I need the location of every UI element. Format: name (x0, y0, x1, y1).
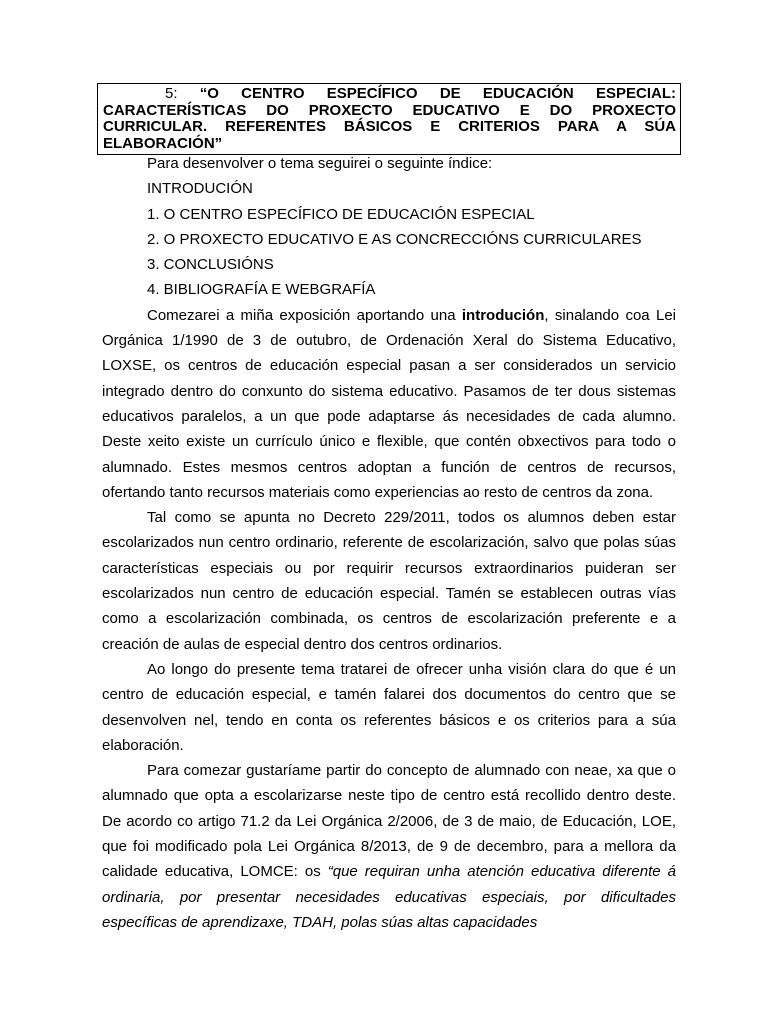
index-item: 4. BIBLIOGRAFÍA E WEBGRAFÍA (147, 281, 376, 299)
index-item: 1. O CENTRO ESPECÍFICO DE EDUCACIÓN ESPECIAL (147, 205, 535, 223)
bold-term: introdución (461, 306, 545, 324)
italic-quote: “que requiran unha atención educativa diferente á ordinaria, por presentar necesidades educativas especiais, por dificultades específicas de aprendizaxe, TDAH, polas súas altas capacidades (102, 863, 676, 931)
paragraph-neae (102, 758, 676, 935)
index-item: INTRODUCIÓN (147, 180, 253, 198)
paragraph-overview: Ao longo do presente tema tratarei de ofrecer unha visión clara do que é un centro de educación especial, e tamén falarei dos documentos do centro que se desenvolven nel, tendo en conta os referentes básicos e os criterios para a súa elaboración. (102, 660, 676, 754)
paragraph-text: Para comezar gustaríame partir do concepto de alumnado con neae, xa que o alumnado que opta a escolarizarse neste tipo de centro está recollido dentro deste. De acordo co artigo 71.2 da Lei Orgánica 2/2006, de 3 de maio, de Educación, LOE, que foi modificado pola Lei Orgánica 8/2013, de 9 de decembro, para a mellora da calidade educativa, LOMCE: os (102, 762, 676, 881)
index-item: 3. CONCLUSIÓNS (147, 256, 274, 274)
paragraph-introduction (102, 303, 676, 505)
paragraph-text: Comezarei a miña exposición aportando una (147, 306, 462, 324)
paragraph-decree: Tal como se apunta no Decreto 229/2011, todos os alumnos deben estar escolarizados nun centro ordinario, referente de escolarización, salvo que polas súas características especiais ou por requirir recursos extraordinarios puideran ser escolarizados nun centro de educación especial. Tamén se establecen outras vías como a escolarización combinada, os centros de escolarización preferente e a creación de aulas de especial dentro dos centros ordinarios. (102, 509, 676, 653)
index-item: 2. O PROXECTO EDUCATIVO E AS CONCRECCIÓNS CURRICULARES (147, 230, 642, 248)
index-intro-line: Para desenvolver o tema seguirei o seguinte índice: (147, 155, 493, 172)
paragraph-text: , sinalando coa Lei Orgánica 1/1990 de 3 de outubro, de Ordenación Xeral do Sistema Educativo, LOXSE, os centros de educación especial pasan a ser considerados un servicio integrado dentro do conxunto do sistema educativo. Pasamos de ter dous sistemas educativos paralelos, a un que pode adaptarse ás necesidades de cada alumno. Deste xeito existe un currículo único e flexible, que contén obxectivos para todo o alumnado. Estes mesmos centros adoptan a función de centros de recursos, ofertando tanto recursos materiais como experiencias ao resto de centros da zona. (102, 306, 676, 501)
document-body (102, 151, 676, 935)
topic-title-box (97, 83, 681, 155)
topic-title: “O CENTRO ESPECÍFICO DE EDUCACIÓN ESPECIAL: CARACTERÍSTICAS DO PROXECTO EDUCATIVO E DO PROXECTO CURRICULAR. REFERENTES BÁSICOS E CRITERIOS PARA A SÚA ELABORACIÓN” (103, 85, 676, 152)
topic-number: 5: (165, 85, 178, 102)
